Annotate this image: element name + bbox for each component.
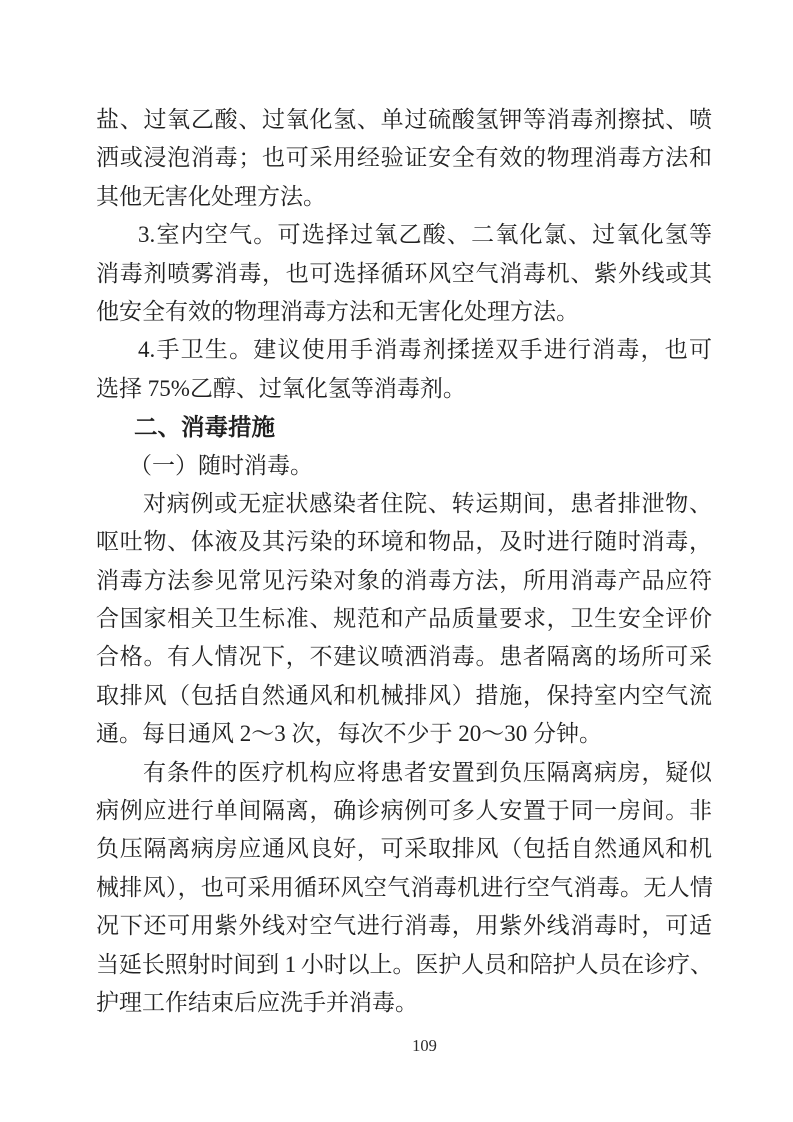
numbered-item-3: 3.室内空气。可选择过氧乙酸、二氧化氯、过氧化氢等 [138,222,712,248]
text-line: 合国家相关卫生标准、规范和产品质量要求，卫生安全评价 [96,606,712,632]
section-heading: 二、消毒措施 [134,414,275,441]
numbered-item-4: 4.手卫生。建议使用手消毒剂揉搓双手进行消毒，也可 [138,337,712,363]
text-line: 盐、过氧乙酸、过氧化氢、单过硫酸氢钾等消毒剂擦拭、喷 [96,107,712,132]
text-line: 取排风（包括自然通风和机械排风）措施，保持室内空气流 [96,682,712,708]
page-number: 109 [412,1036,437,1055]
text-column [96,101,712,1022]
text-line: 护理工作结束后应洗手并消毒。 [96,989,418,1015]
text-line: 消毒方法参见常见污染对象的消毒方法，所用消毒产品应符 [96,567,712,593]
text-line: 负压隔离病房应通风良好，可采取排风（包括自然通风和机 [96,836,712,862]
text-line: 选择 75%乙醇、过氧化氢等消毒剂。 [96,375,466,401]
text-line: 呕吐物、体液及其污染的环境和物品，及时进行随时消毒， [96,529,712,555]
text-line: 合格。有人情况下，不建议喷洒消毒。患者隔离的场所可采 [96,644,712,670]
text-line: 通。每日通风 2～3 次，每次不少于 20～30 分钟。 [96,721,602,747]
text-line: 洒或浸泡消毒；也可采用经验证安全有效的物理消毒方法和 [96,145,712,171]
text-line: 对病例或无症状感染者住院、转运期间，患者排泄物、 [143,490,712,516]
text-line: 有条件的医疗机构应将患者安置到负压隔离病房，疑似 [143,759,712,785]
text-line: 况下还可用紫外线对空气进行消毒，用紫外线消毒时，可适 [96,913,712,939]
subsection-heading: （一）随时消毒。 [129,452,313,478]
text-line: 械排风），也可采用循环风空气消毒机进行空气消毒。无人情 [96,874,712,900]
text-line: 消毒剂喷雾消毒，也可选择循环风空气消毒机、紫外线或其 [96,260,712,286]
text-line: 他安全有效的物理消毒方法和无害化处理方法。 [96,298,579,324]
text-line: 病例应进行单间隔离，确诊病例可多人安置于同一房间。非 [96,798,712,824]
text-line: 当延长照射时间到 1 小时以上。医护人员和陪护人员在诊疗、 [96,951,712,977]
text-line: 其他无害化处理方法。 [96,183,326,209]
